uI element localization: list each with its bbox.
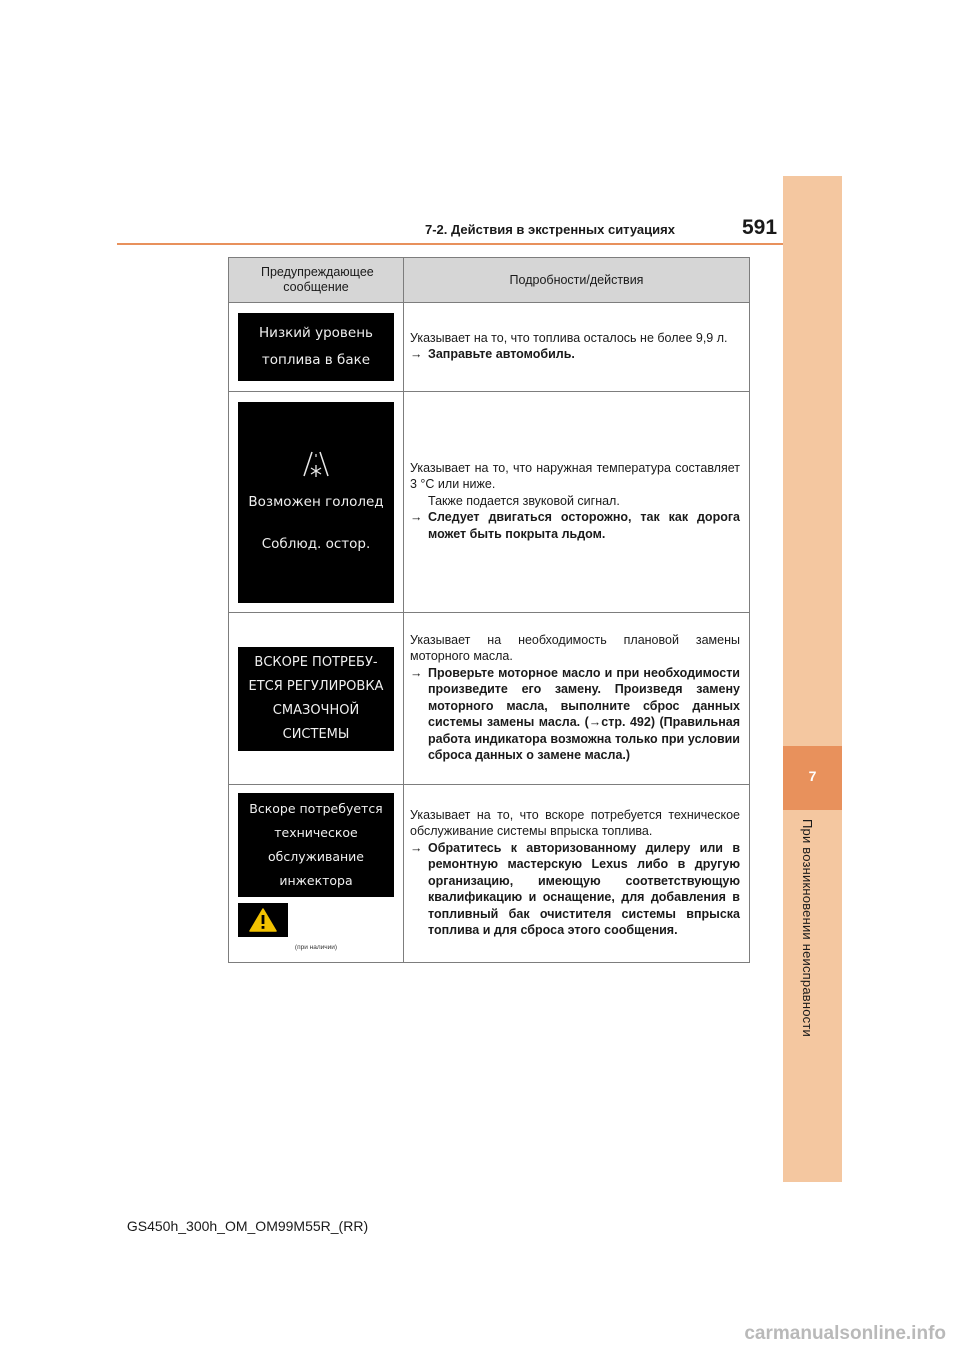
screen-line: техническое bbox=[274, 824, 358, 840]
description-text: Указывает на необходимость плановой замены моторного масла. bbox=[410, 632, 740, 663]
action-item bbox=[410, 665, 740, 764]
display-screen-oil-maintenance bbox=[238, 647, 394, 751]
screen-line: ЕТСЯ РЕГУЛИРОВКА bbox=[248, 678, 384, 694]
screen-line: Низкий уровень bbox=[259, 325, 373, 341]
column-header-details: Подробности/действия bbox=[404, 258, 750, 303]
screen-line: Вскоре потребуется bbox=[249, 800, 383, 816]
table-row bbox=[229, 303, 750, 392]
page-number: 591 bbox=[742, 216, 778, 239]
table-row bbox=[229, 613, 750, 785]
column-header-message bbox=[229, 258, 404, 303]
description-text: Указывает на то, что вскоре потребуется техническое обслуживание системы впрыска топлива. bbox=[410, 807, 740, 838]
arrow-icon: → bbox=[410, 665, 423, 680]
warning-indicator-box bbox=[238, 903, 288, 937]
action-text: Проверьте моторное масло и при необходимости произведите его замену. Произведя замену моторного масла, выполните сброс данных системы замены масла. (→стр. 492) (Правильная работа индикатора возможна только при условии сброса данных о замене масла.) bbox=[428, 665, 740, 762]
screen-line: СМАЗОЧНОЙ bbox=[272, 702, 360, 718]
arrow-icon: → bbox=[410, 347, 423, 361]
screen-line: топлива в баке bbox=[261, 352, 371, 368]
chapter-number: 7 bbox=[808, 768, 817, 784]
screen-line: ВСКОРЕ ПОТРЕБУ- bbox=[254, 654, 378, 670]
table-header-row bbox=[229, 258, 750, 303]
action-item bbox=[410, 509, 740, 542]
display-screen-ice-warning bbox=[238, 402, 394, 603]
table-row bbox=[229, 785, 750, 963]
warning-indicator bbox=[238, 903, 394, 937]
snowflake-road-icon bbox=[301, 450, 331, 480]
message-cell bbox=[229, 785, 404, 963]
action-item bbox=[410, 840, 740, 939]
table-row bbox=[229, 392, 750, 613]
chapter-title: При возникновении неисправности bbox=[800, 819, 815, 1037]
section-title: 7-2. Действия в экстренных ситуациях bbox=[425, 222, 675, 237]
chapter-side-tab bbox=[783, 176, 842, 1182]
description-text: Указывает на то, что наружная температура составляет 3 °C или ниже. bbox=[410, 460, 740, 492]
details-cell bbox=[404, 785, 750, 963]
display-screen-injector-maintenance bbox=[238, 793, 394, 897]
screen-line: Соблюд. остор. bbox=[261, 536, 371, 552]
action-text: Следует двигаться осторожно, так как дорога может быть покрыта льдом. bbox=[428, 510, 740, 541]
details-cell bbox=[404, 303, 750, 392]
screen-line: инжектора bbox=[279, 872, 353, 888]
arrow-icon: → bbox=[410, 510, 423, 525]
details-cell bbox=[404, 613, 750, 785]
warning-triangle-icon bbox=[249, 908, 277, 932]
display-screen-low-fuel bbox=[238, 313, 394, 381]
column-header-message-text: Предупреждающее сообщение bbox=[261, 265, 374, 294]
description-text-2: Также подается звуковой сигнал. bbox=[428, 493, 620, 508]
screen-line: Возможен гололед bbox=[248, 494, 384, 510]
details-cell bbox=[404, 392, 750, 613]
message-cell bbox=[229, 613, 404, 785]
action-text: Заправьте автомобиль. bbox=[428, 347, 575, 361]
document-code: GS450h_300h_OM_OM99M55R_(RR) bbox=[126, 1218, 369, 1234]
arrow-icon: → bbox=[410, 840, 423, 855]
message-cell bbox=[229, 303, 404, 392]
header-rule bbox=[117, 243, 783, 245]
screen-line: обслуживание bbox=[267, 848, 364, 864]
description-text: Указывает на то, что топлива осталось не более 9,9 л. bbox=[410, 330, 728, 345]
warning-messages-table bbox=[228, 257, 750, 963]
message-cell bbox=[229, 392, 404, 613]
watermark: carmanualsonline.info bbox=[744, 1323, 946, 1344]
availability-note: (при наличии) bbox=[294, 943, 338, 951]
action-item bbox=[410, 346, 740, 363]
screen-line: СИСТЕМЫ bbox=[282, 726, 350, 742]
action-text: Обратитесь к авторизованному дилеру или в ремонтную мастерскую Lexus либо в другую организацию, имеющую соответствующую квалификацию и оснащение, для добавления в топливный бак очистителя системы впрыска топлива и для сброса этого сообщения. bbox=[428, 840, 740, 937]
